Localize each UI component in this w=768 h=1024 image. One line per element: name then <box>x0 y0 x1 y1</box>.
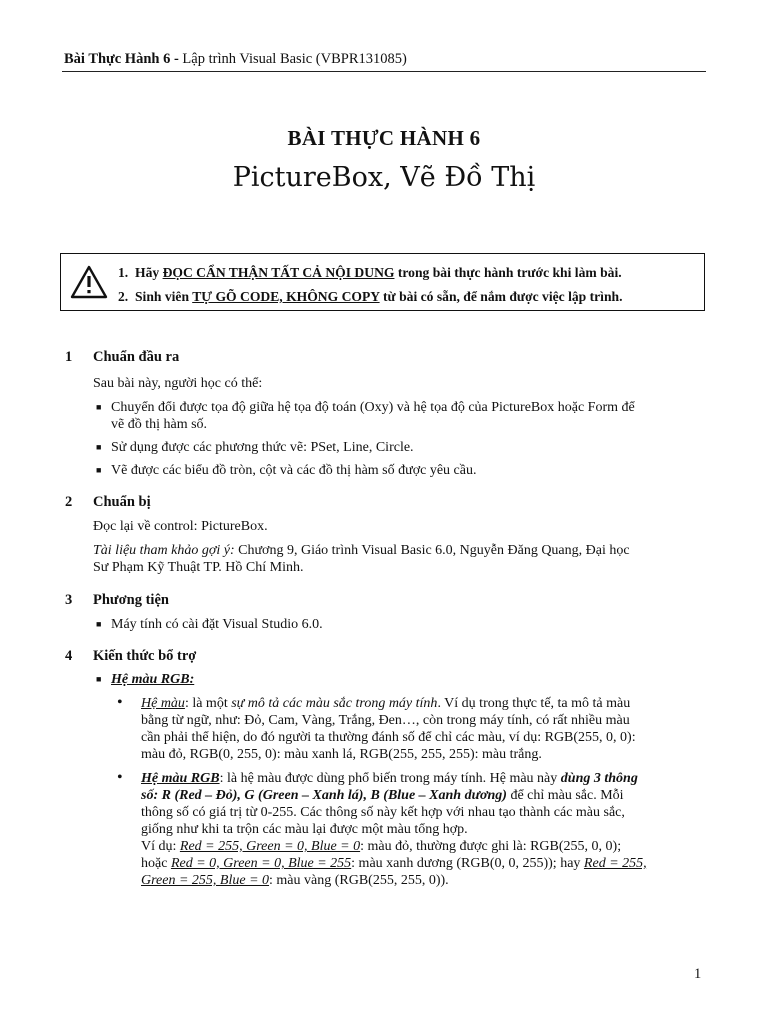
s1-bullet-1: Chuyển đổi được tọa độ giữa hệ tọa độ toán (Oxy) và hệ tọa độ của PictureBox hoặc Form để vẽ đồ thị hàm số. <box>111 400 635 432</box>
round-bullet-icon: • <box>117 694 123 711</box>
bullet-icon: ■ <box>96 465 102 475</box>
warning-item-1: 1. Hãy ĐỌC CẨN THẬN TẤT CẢ NỘI DUNG trong bài thực hành trước khi làm bài. <box>118 265 622 280</box>
running-header <box>64 51 407 68</box>
page-subtitle: PictureBox, Vẽ Đồ Thị <box>232 162 536 193</box>
warning-box <box>60 253 705 311</box>
rgb-subheading: Hệ màu RGB: <box>111 672 195 687</box>
warning-text <box>118 261 622 309</box>
section-2-reference: Tài liệu tham khảo gợi ý: Chương 9, Giáo trình Visual Basic 6.0, Nguyễn Đăng Quang, Đại học Sư Phạm Kỹ Thuật TP. Hồ Chí Minh. <box>93 543 630 575</box>
header-course-name: Lập trình Visual Basic (VBPR131085) <box>178 51 407 67</box>
bullet-icon: ■ <box>96 674 102 684</box>
bullet-icon: ■ <box>96 442 102 452</box>
warning-triangle-icon <box>69 264 109 300</box>
s1-bullet-2: Sử dụng được các phương thức vẽ: PSet, Line, Circle. <box>111 440 414 455</box>
s1-bullet-3: Vẽ được các biểu đồ tròn, cột và các đồ thị hàm số được yêu cầu. <box>111 463 477 478</box>
bullet-icon: ■ <box>96 619 102 629</box>
round-bullet-icon: • <box>117 769 123 786</box>
header-course-label: Bài Thực Hành 6 - <box>64 51 179 67</box>
page-number: 1 <box>694 966 702 982</box>
header-rule <box>62 71 706 72</box>
section-1-intro: Sau bài này, người học có thể: <box>93 376 263 391</box>
bullet-icon: ■ <box>96 402 102 412</box>
color-system-paragraph: Hệ màu: là một sự mô tả các màu sắc trong máy tính. Ví dụ trong thực tế, ta mô tả màu bằng từ ngữ, như: Đỏ, Cam, Vàng, Trắng, Đen…, còn trong máy tính, có rất nhiều màu cần phải thể hiện, do đó người ta thường đánh số để chỉ các màu, ví dụ: RGB(255, 0, 0): màu đỏ, RGB(0, 255, 0): màu xanh lá, RGB(255, 255, 255): màu trắng. <box>141 696 636 762</box>
warning-item-2: 2. Sinh viên TỰ GÕ CODE, KHÔNG COPY từ bài có sẵn, để nắm được việc lập trình. <box>118 289 623 304</box>
rgb-paragraph: Hệ màu RGB: là hệ màu được dùng phổ biến trong máy tính. Hệ màu này dùng 3 thông số: R (Red – Đỏ), G (Green – Xanh lá), B (Blue – Xanh dương) để chỉ màu sắc. Mỗi thông số có giá trị từ 0-255. Các thông số này kết hợp với nhau tạo thành các màu sắc, giống như khi ta trộn các màu lại được một màu tổng hợp. Ví dụ: Red = 255, Green = 0, Blue = 0: màu đỏ, thường được ghi là: RGB(255, 0, 0); hoặc Red = 0, Green = 0, Blue = 255: màu xanh dương (RGB(0, 0, 255)); hay Red = 255, Green = 255, Blue = 0: màu vàng (RGB(255, 255, 0)). <box>141 771 647 888</box>
s3-bullet-1: Máy tính có cài đặt Visual Studio 6.0. <box>111 617 323 632</box>
page-title: BÀI THỰC HÀNH 6 <box>287 126 481 150</box>
section-2-text: Đọc lại về control: PictureBox. <box>93 519 268 534</box>
